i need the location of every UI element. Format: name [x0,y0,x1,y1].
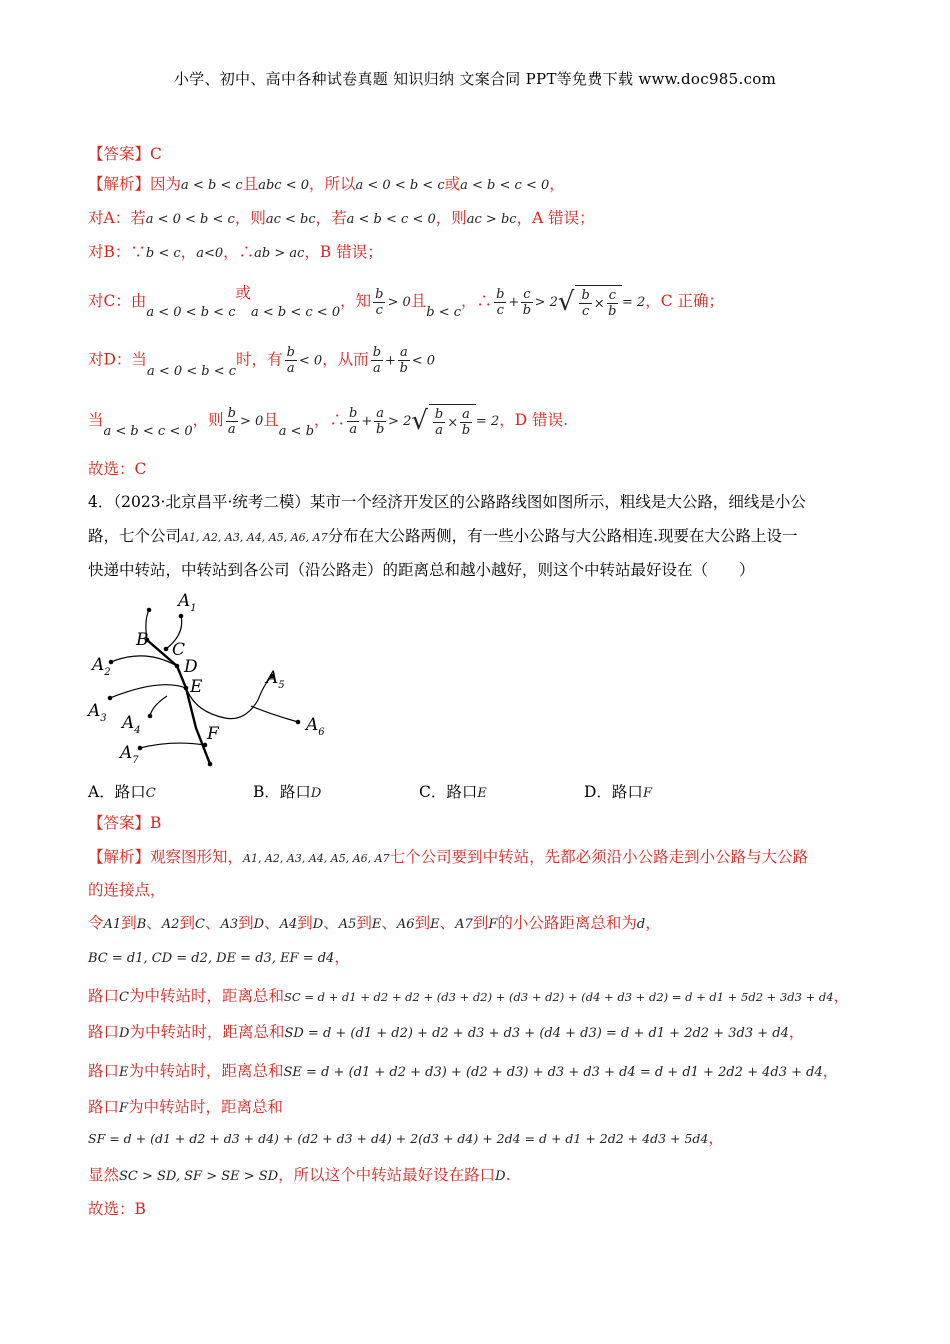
text: 观察图形知， [150,848,244,866]
option-a[interactable] [88,780,156,802]
option-label: A．路口 [88,783,146,801]
text: ， [645,914,661,932]
text: ， [788,1023,805,1041]
text: 到 [238,914,254,932]
math: a < 0 < b < c [146,363,237,379]
math: abc < 0 [258,178,309,193]
math: < 0 [411,353,435,369]
text: 对C：由 [88,292,147,310]
option-d[interactable] [584,780,652,802]
text: 显然 [88,1166,120,1184]
q3-analysis-line1 [88,173,565,197]
q4-analysis-line6 [88,1021,804,1045]
analysis-tag: 【解析】 [88,175,151,193]
q4-stem-line2 [88,525,798,549]
text: 路，七个公司 [88,527,182,545]
analysis-tag: 【解析】 [88,848,151,866]
option-b[interactable] [253,780,321,802]
dot [208,762,213,767]
option-label: B．路口 [253,783,311,801]
q4-analysis-line3 [88,912,661,936]
text: ，从而 [322,350,369,369]
math: D [119,1026,130,1041]
math: ac < bc [265,212,316,227]
math: D [312,917,324,932]
math: A1, A2, A3, A4, A5, A6, A7 [181,531,328,544]
math: = 2 [621,295,646,310]
road-a7 [140,743,205,748]
math: D [253,917,265,932]
text: ，A 错误； [516,209,595,227]
text: 对A：若 [88,209,146,227]
text: ，则 [435,209,467,227]
sqrt-sign: √ [411,406,428,436]
text: 、 [381,914,397,932]
q3-line-c [88,282,724,324]
text: ， [549,175,565,193]
math: BC = d1, CD = d2, DE = d3, EF = d4 [88,951,335,966]
option-value: F [642,786,652,801]
text: ， [223,243,239,261]
junction-c [164,647,169,652]
math: = 2 [475,414,500,429]
math: SC = d + d1 + d2 + d2 + (d3 + d2) + (d3 + d2) + (d4 + d3 + d2) = d + d1 + 5d2 + 3d3 + d4 [283,990,834,1004]
because-symbol: ∵ [130,243,146,261]
math: F [119,1101,129,1116]
fraction: $\frac{b}{a}$ [227,405,236,437]
text: 且 [410,292,427,310]
q4-analysis-line2: 的连接点， [88,881,166,899]
text: ， [708,1129,724,1147]
text: 路口 [88,1098,120,1116]
math: D [495,1169,506,1184]
math: > 0 [239,414,264,429]
text: ，所以这个中转站最好设在路口 [278,1166,496,1184]
text: . [505,1166,511,1184]
q4-stem-line1: 4．（2023·北京昌平·统考二模）某市一个经济开发区的公路路线图如图所示，粗线是大公路，细线是小公 [88,493,806,511]
dot [296,720,301,725]
math: ac > bc [466,212,517,227]
math: E [430,917,440,932]
text: 路口 [88,987,120,1005]
text: ，所以 [309,175,356,193]
math: + [508,295,520,310]
math: B [136,917,147,932]
math: a < b < c < 0 [460,178,550,193]
text: ，若 [315,209,347,227]
therefore-symbol: ∴ [329,411,346,429]
dot [148,714,153,719]
dot [109,660,114,665]
junction-d [175,664,180,669]
math: A1 [103,917,122,932]
text: 到 [121,914,137,932]
text: 或 [444,175,461,193]
text: 、 [146,914,162,932]
label-d: D [184,657,198,677]
fraction: $\frac{b}{a}$ [286,345,295,376]
math: a < b [278,424,315,439]
q4-analysis-line5 [88,985,849,1009]
math: C [194,917,205,932]
math: A5 [338,917,357,932]
road-a3 [110,685,186,698]
fraction: $\frac{c}{b}$ [522,286,532,318]
road-a6 [251,706,298,722]
text: ， [314,411,330,429]
option-label: C．路口 [419,783,478,801]
math: SD = d + (d1 + d2) + d2 + d3 + d3 + (d4 + d3) = d + d1 + 2d2 + 3d3 + d4 [284,1026,789,1041]
q4-analysis-line9 [88,1127,724,1150]
sqrt-sign: √ [557,287,575,317]
label-c: C [172,640,186,660]
label-b: B [136,630,149,650]
answer-tag: 【答案】 [88,145,151,163]
label-a4: $A_4$ [122,713,141,736]
q4-analysis-line4 [88,946,350,970]
label-a2: $A_2$ [92,655,111,678]
q4-conclusion: 故选：B [88,1200,146,1218]
math: > 0 [387,295,411,310]
text: 的小公路距离总和为 [497,914,637,932]
junction-e [184,686,189,691]
therefore-symbol: ∴ [238,243,255,261]
label-e: E [190,677,203,697]
q3-line-d [88,345,435,383]
text: ，则 [192,411,224,429]
math: SE = d + (d1 + d2 + d3) + (d2 + d3) + d3 + d3 + d4 = d + d1 + 2d2 + 4d3 + d4 [283,1065,823,1080]
math: + [361,414,373,429]
text: ，则 [234,209,266,227]
text: ，C 正确； [645,292,725,310]
q4-stem-line3: 快递中转站，中转站到各公司（沿公路走）的距离总和越小越好，则这个中转站最好设在（ ） [88,561,755,579]
q3-line-d2 [88,404,568,443]
math: a < b < c < 0 [103,424,193,439]
dot [147,608,152,613]
label-a5: $A_5$ [266,668,285,691]
text: ，D 错误. [499,411,569,429]
option-value: C [145,786,156,801]
math: A7 [455,917,473,932]
sqrt-body: $\frac{b}{c}$ × $\frac{c}{b}$ [575,285,622,319]
label-a1: $A_1$ [178,591,197,614]
text: 对D：当 [88,350,147,369]
label-a6: $A_6$ [306,715,325,738]
fraction: $\frac{a}{b}$ [399,345,408,376]
q4-analysis-line1 [88,846,808,870]
text: 七个公司要到中转站，先都必须沿小公路走到小公路与大公路 [389,848,809,866]
q3-line-a [88,207,595,231]
dot [179,614,184,619]
math: a < b < c < 0 [346,212,436,227]
text: 、 [323,914,339,932]
sqrt-body: $\frac{b}{a}$ × $\frac{a}{b}$ [429,404,476,438]
text: 路口 [88,1062,120,1080]
math: E [371,917,382,932]
text: 当 [88,411,104,429]
math: SC > SD, SF > SE > SD [119,1169,279,1184]
label-a3: $A_3$ [88,701,107,724]
math: A6 [396,917,415,932]
math: a < 0 < b < c [146,305,236,320]
answer-tag: 【答案】 [88,814,151,832]
text: 到 [179,914,195,932]
fraction: $\frac{b}{a}$ [372,345,382,376]
option-label: D．路口 [584,783,643,801]
math: SF = d + (d1 + d2 + d3 + d4) + (d2 + d3 + d4) + 2(d3 + d4) + 2d4 = d + d1 + 2d2 + 4d3 + 5d4 [88,1131,709,1146]
text: 令 [88,914,104,932]
math: < 0 [298,353,323,369]
text: ， [822,1062,839,1080]
text: 路口 [88,1023,120,1041]
road-map-figure [80,588,340,774]
math: C [119,990,129,1005]
option-c[interactable] [419,780,487,802]
text: 且 [263,411,279,429]
text: 到 [414,914,431,932]
answer-value: B [150,814,162,832]
math: b < c [145,246,181,261]
math: > 2 [534,295,558,310]
text: 或 [235,284,251,302]
label-f: F [207,724,219,744]
math: A2 [161,917,180,932]
text: 为中转站时，距离总和 [129,1023,285,1041]
math: b < c [426,305,462,320]
text: 因为 [150,175,182,193]
math: > 2 [388,414,412,429]
text: ， [833,987,850,1005]
text: ， [180,243,197,261]
q4-analysis-line7 [88,1060,838,1084]
text: 时，有 [236,350,283,369]
option-value: D [310,786,322,801]
text: 为中转站时，距离总和 [128,1062,284,1080]
page-header: 小学、初中、高中各种试卷真题 知识归纳 文案合同 PPT等免费下载 www.doc985.com [173,70,777,88]
text: 为中转站时，距离总和 [128,1098,284,1116]
label-a7: $A_7$ [120,743,139,766]
math: E [119,1065,129,1080]
text: 且 [242,175,259,193]
q3-conclusion: 故选：C [88,460,147,478]
text: 、 [439,914,456,932]
therefore-symbol: ∴ [476,292,493,310]
dot [108,696,113,701]
text: 到 [472,914,489,932]
q4-analysis-line8 [88,1096,283,1120]
text: 到 [297,914,313,932]
fraction: $\frac{b}{c}$ [375,286,384,318]
text: 到 [356,914,372,932]
math: a < 0 < b < c [145,212,235,227]
option-value: E [477,786,487,801]
math: a < b < c < 0 [251,305,341,320]
fraction: $\frac{b}{a}$ [349,405,358,437]
text: 、 [264,914,280,932]
dot [138,746,143,751]
math: A1, A2, A3, A4, A5, A6, A7 [243,852,390,865]
math: a < 0 < b < c [355,178,445,193]
q3-line-b [88,241,383,265]
fraction: $\frac{a}{b}$ [376,405,385,437]
math: ab > ac [254,246,305,261]
q4-answer [88,812,161,834]
text: 、 [204,914,221,932]
q3-answer [88,143,162,165]
text: ， [334,948,350,966]
math: + [385,353,396,369]
text: ，知 [340,292,372,310]
answer-value: C [150,145,162,163]
math: A3 [220,917,239,932]
q4-analysis-line10 [88,1164,511,1188]
text: ，B 错误； [304,243,383,261]
text: ， [461,292,477,310]
road-a4 [150,696,167,716]
text: 为中转站时，距离总和 [128,987,284,1005]
math: A4 [279,917,298,932]
text: 分布在大公路两侧，有一些小公路与大公路相连.现要在大公路上设一 [327,527,798,545]
math: F [488,917,498,932]
math: d [636,917,646,932]
math: a<0 [196,246,224,261]
fraction: $\frac{b}{c}$ [496,286,505,318]
math: a < b < c [181,178,243,193]
text: 对B： [88,243,131,261]
